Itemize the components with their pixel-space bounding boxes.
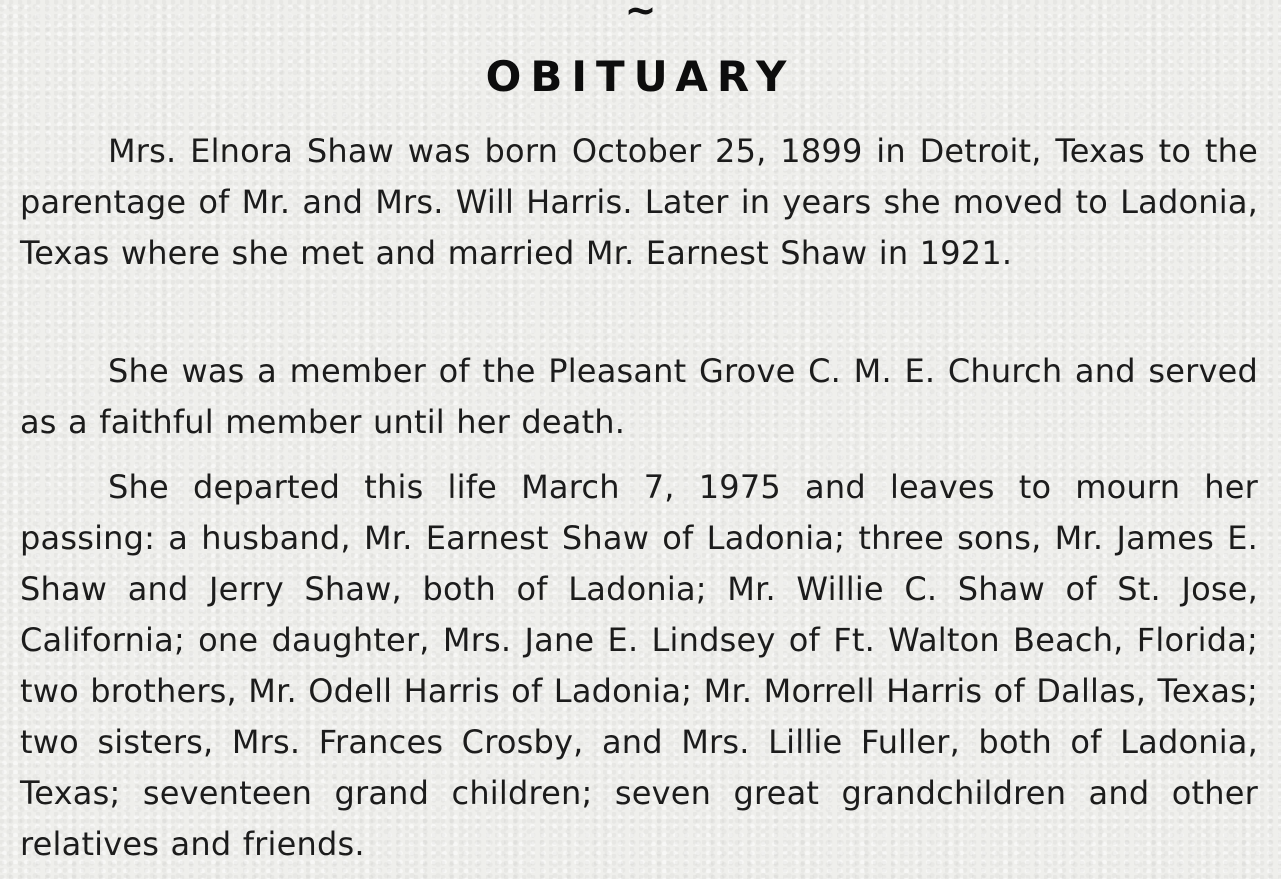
paragraph-survivors: She departed this life March 7, 1975 and leaves to mourn her passing: a husband, Mr. Earnest Shaw of Ladonia; three sons, Mr. James E. Shaw and Jerry Shaw, both of Ladonia; Mr. Willie C. Shaw of St. Jose, California; one daughter, Mrs. Jane E. Lindsey of Ft. Walton Beach, Florida; two brothers, Mr. Odell Harris of Ladonia; Mr. Morrell Harris of Dallas, Texas; two sisters, Mrs. Frances Crosby, and Mrs. Lillie Fuller, both of Ladonia, Texas; seventeen grand children; seven great grandchildren and other relatives and friends.	[20, 468, 1258, 863]
page-title: OBITUARY	[485, 52, 796, 101]
paragraph-church: She was a member of the Pleasant Grove C. M. E. Church and served as a faithful member until her death.	[20, 352, 1258, 441]
tilde-ornament: ~	[624, 0, 657, 32]
paragraph-birth: Mrs. Elnora Shaw was born October 25, 1899 in Detroit, Texas to the parentage of Mr. and Mrs. Will Harris. Later in years she moved to Ladonia, Texas where she met and married Mr. Earnest Shaw in 1921.	[20, 132, 1258, 272]
